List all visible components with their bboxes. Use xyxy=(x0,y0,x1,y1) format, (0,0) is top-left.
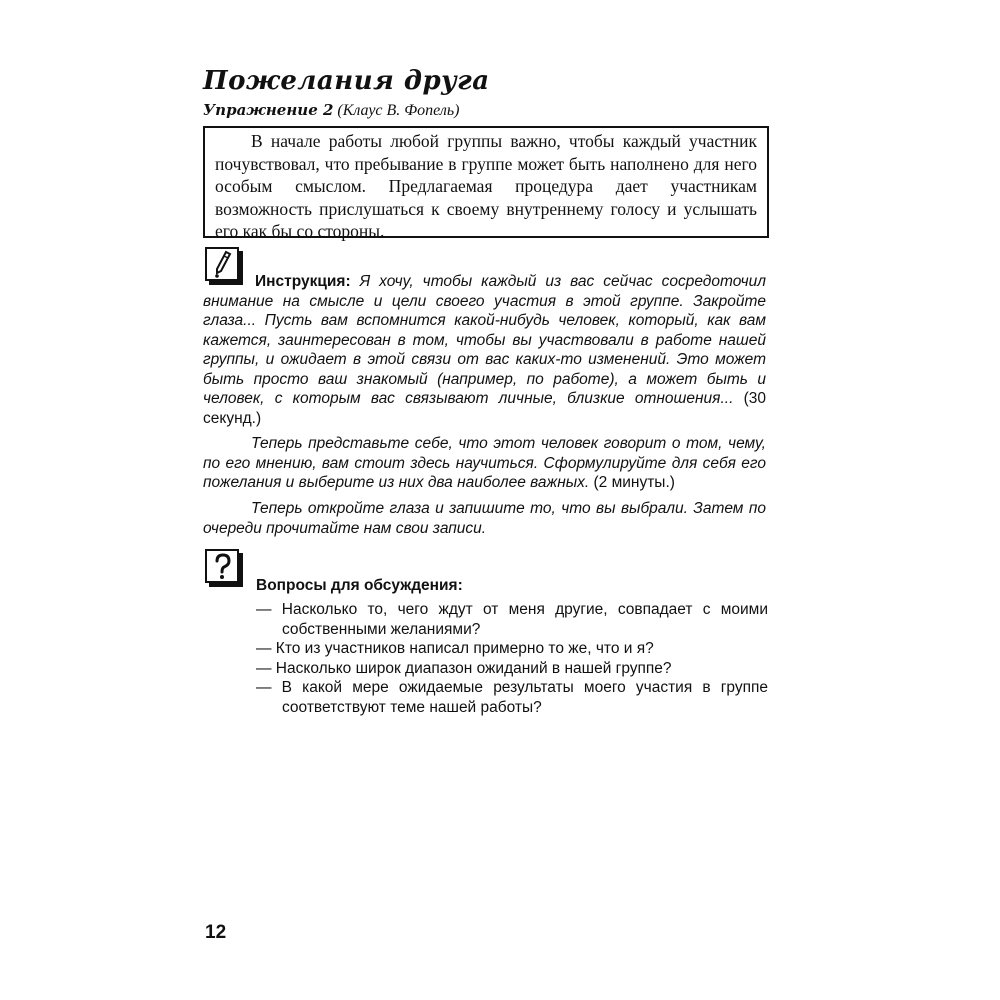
intro-text: В начале работы любой группы важно, чтобы каждый участник почувствовал, что пребывание в группе может быть наполнено для него особым смыслом. Предлагаемая процедура дает участникам возможность прислушаться к своему внутреннему голосу и услышать его как бы со стороны. xyxy=(215,131,757,241)
discussion-question: — В какой мере ожидаемые результаты моего участия в группе соответствуют теме нашей работы? xyxy=(256,679,768,716)
second-paragraph-timing: (2 минуты.) xyxy=(593,474,675,491)
discussion-question: — Насколько широк диапазон ожиданий в нашей группе? xyxy=(256,659,672,677)
instruction-timing: (30 секунд.) xyxy=(203,390,766,427)
discussion-question: — Кто из участников написал примерно то же, что и я? xyxy=(256,640,654,657)
third-paragraph: Теперь откройте глаза и запишите то, что вы выбрали. Затем по очереди прочитайте нам свои записи. xyxy=(203,500,766,537)
question-mark-icon xyxy=(205,549,239,583)
discussion-heading: Вопросы для обсуждения: xyxy=(256,577,463,594)
second-paragraph-text: Теперь представьте себе, что этот человек говорит о том, чему, по его мнению, вам стоит здесь научиться. Сформулируйте для себя его пожелания и выберите из них два наиболее важных. xyxy=(203,435,766,491)
exercise-subtitle xyxy=(203,101,459,120)
exercise-author: (Клаус В. Фопель) xyxy=(337,102,460,119)
exercise-number: Упражнение 2 xyxy=(203,101,334,119)
instruction-text: Я хочу, чтобы каждый из вас сейчас сосредоточил внимание на смысле и цели своего участия в этой группе. Закройте глаза... Пусть вам вспомнится какой-нибудь человек, который, как вам кажется, заинтересован в том, чтобы вы участвовали в работе нашей группы, и ожидает в этой связи от вас каких-то изменений. Это может быть просто ваш знакомый (например, по работе), а может быть и человек, с которым вас связывают личные, близкие отношения... xyxy=(203,273,767,407)
instruction-label: Инструкция: xyxy=(255,273,351,290)
discussion-question: — Насколько то, чего ждут от меня другие, совпадает с моими собственными желаниями? xyxy=(256,601,768,638)
intro-box xyxy=(203,126,769,241)
page-number: 12 xyxy=(205,922,227,943)
page-title: Пожелания друга xyxy=(203,66,490,96)
second-paragraph xyxy=(203,434,766,493)
instruction-paragraph xyxy=(203,272,766,428)
discussion-questions xyxy=(256,600,768,717)
